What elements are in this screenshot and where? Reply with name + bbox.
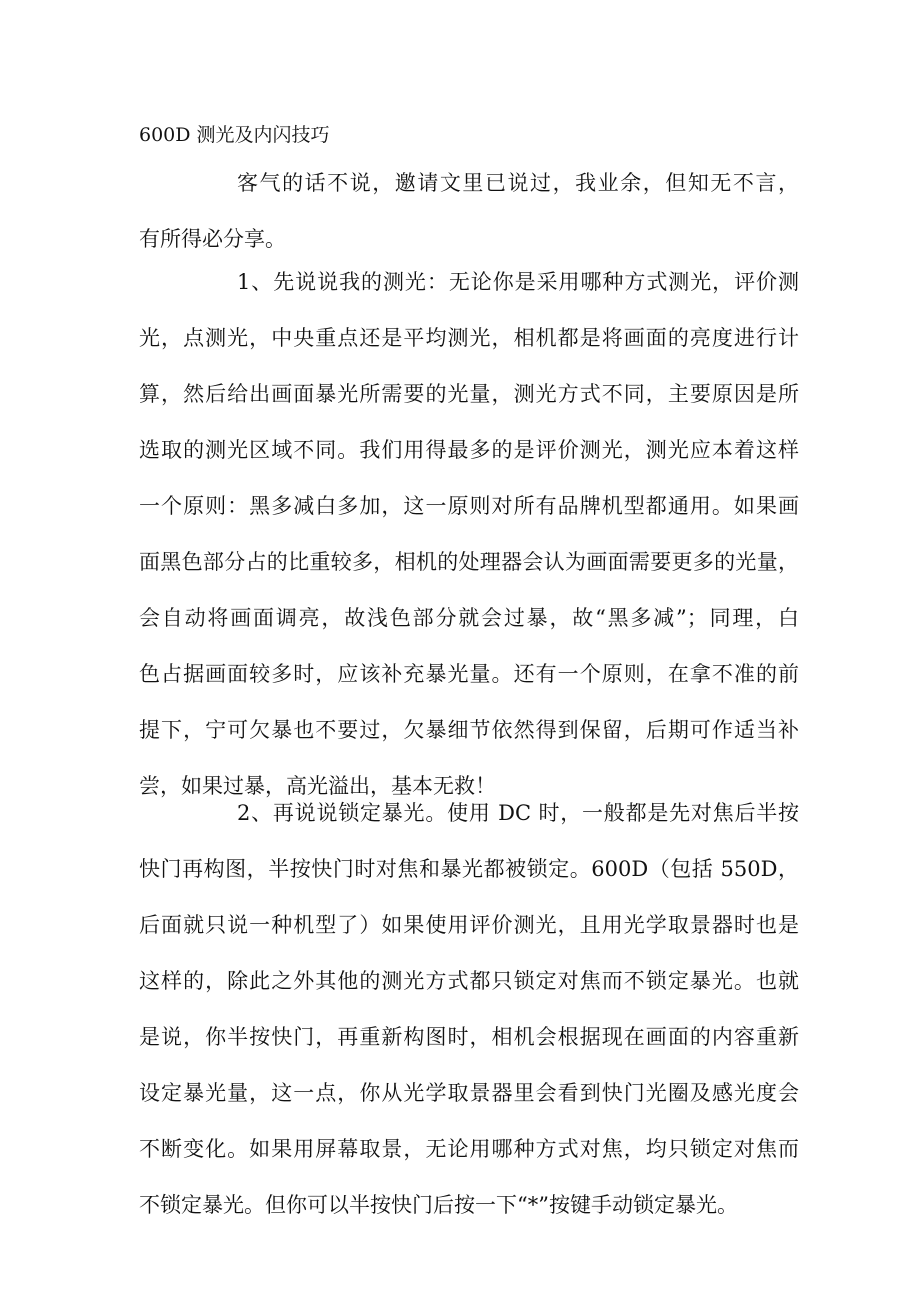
- paragraph-line: 色占据画面较多时，应该补充暴光量。还有一个原则，在拿不准的前: [139, 662, 799, 686]
- paragraph-line: 快门再构图，半按快门时对焦和暴光都被锁定。600D（包括 550D，: [139, 857, 799, 881]
- paragraph-intro: [139, 155, 799, 267]
- paragraph-line: 客气的话不说，邀请文里已说过，我业余，但知无不言，: [237, 171, 799, 195]
- paragraph-line: 提下，宁可欠暴也不要过，欠暴细节依然得到保留，后期可作适当补: [139, 718, 799, 742]
- paragraph-exposure-lock: [139, 785, 799, 1233]
- paragraph-line: 不断变化。如果用屏幕取景，无论用哪种方式对焦，均只锁定对焦而: [139, 1137, 799, 1161]
- paragraph-line: 会自动将画面调亮，故浅色部分就会过暴，故“黑多减”；同理，白: [139, 606, 799, 630]
- paragraph-line: 2、再说说锁定暴光。使用 DC 时，一般都是先对焦后半按: [237, 801, 799, 825]
- paragraph-line: 设定暴光量，这一点，你从光学取景器里会看到快门光圈及感光度会: [139, 1081, 799, 1105]
- paragraph-line: 尝，如果过暴，高光溢出，基本无救！: [139, 774, 496, 798]
- paragraph-line: 这样的，除此之外其他的测光方式都只锁定对焦而不锁定暴光。也就: [139, 969, 799, 993]
- paragraph-line: 光，点测光，中央重点还是平均测光，相机都是将画面的亮度进行计: [139, 326, 799, 350]
- paragraph-line: 有所得必分享。: [139, 227, 286, 251]
- paragraph-line: 后面就只说一种机型了）如果使用评价测光，且用光学取景器时也是: [139, 913, 799, 937]
- paragraph-metering: [139, 254, 799, 814]
- paragraph-line: 是说，你半按快门，再重新构图时，相机会根据现在画面的内容重新: [139, 1025, 799, 1049]
- paragraph-line: 1、先说说我的测光：无论你是采用哪种方式测光，评价测: [237, 270, 799, 294]
- document-title: 600D 测光及内闪技巧: [139, 124, 330, 146]
- paragraph-line: 不锁定暴光。但你可以半按快门后按一下“*”按键手动锁定暴光。: [139, 1193, 738, 1217]
- paragraph-line: 算，然后给出画面暴光所需要的光量，测光方式不同，主要原因是所: [139, 382, 799, 406]
- paragraph-line: 一个原则：黑多减白多加，这一原则对所有品牌机型都通用。如果画: [139, 494, 799, 518]
- paragraph-line: 选取的测光区域不同。我们用得最多的是评价测光，测光应本着这样: [139, 438, 799, 462]
- paragraph-line: 面黑色部分占的比重较多，相机的处理器会认为画面需要更多的光量，: [139, 550, 799, 574]
